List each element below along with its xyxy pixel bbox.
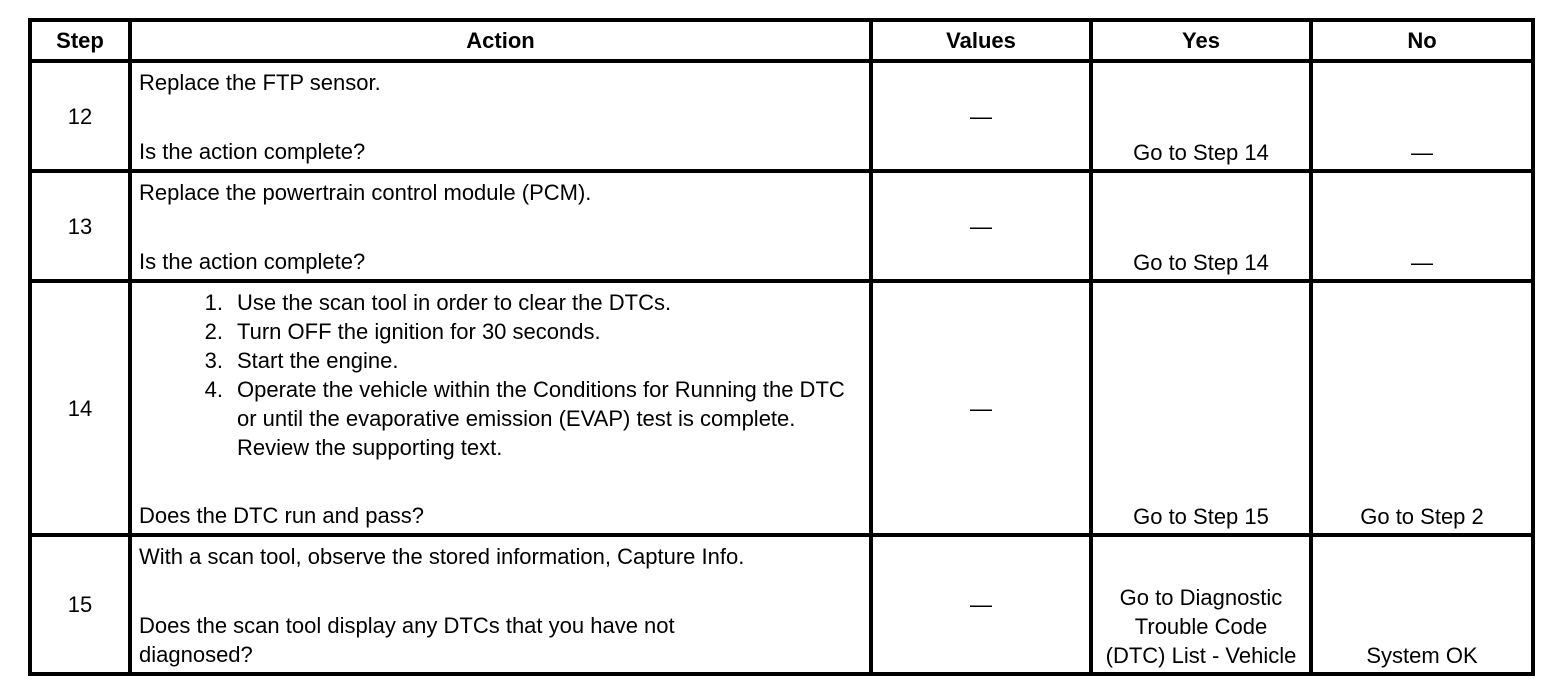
diagnostic-table [28, 18, 1535, 676]
action-question: Is the action complete? [139, 249, 366, 274]
values-cell: — [871, 61, 1091, 171]
header-row [30, 20, 1533, 61]
list-item: 1. Use the scan tool in order to clear the DTCs. [204, 290, 672, 315]
action-question: Does the scan tool display any DTCs that you have not diagnosed? [139, 613, 675, 667]
header-no: No [1311, 20, 1533, 61]
no-cell: — [1311, 61, 1533, 171]
table-row [30, 281, 1533, 535]
list-item: 4. Operate the vehicle within the Conditions for Running the DTC or until the evaporative emission (EVAP) test is complete. Review the supporting text. [204, 377, 845, 460]
list-item: 2. Turn OFF the ignition for 30 seconds. [204, 319, 601, 344]
action-question: Does the DTC run and pass? [139, 503, 424, 528]
action-instruction: Replace the powertrain control module (PCM). [139, 180, 592, 205]
action-question: Is the action complete? [139, 139, 366, 164]
header-step: Step [30, 20, 130, 61]
yes-cell: Go to Step 15 [1091, 281, 1311, 535]
step-number: 15 [30, 535, 130, 674]
action-cell [130, 281, 871, 535]
no-cell: — [1311, 171, 1533, 281]
yes-cell: Go to Diagnostic Trouble Code (DTC) List - Vehicle [1091, 535, 1311, 674]
action-instruction: With a scan tool, observe the stored information, Capture Info. [139, 544, 745, 569]
action-cell [130, 171, 871, 281]
values-cell: — [871, 171, 1091, 281]
list-item: 3. Start the engine. [204, 348, 399, 373]
header-action: Action [130, 20, 871, 61]
no-cell: System OK [1311, 535, 1533, 674]
action-cell [130, 535, 871, 674]
no-cell: Go to Step 2 [1311, 281, 1533, 535]
step-number: 12 [30, 61, 130, 171]
step-number: 13 [30, 171, 130, 281]
yes-cell: Go to Step 14 [1091, 61, 1311, 171]
table-row [30, 535, 1533, 674]
header-yes: Yes [1091, 20, 1311, 61]
action-instruction: Replace the FTP sensor. [139, 70, 381, 95]
values-cell: — [871, 281, 1091, 535]
header-values: Values [871, 20, 1091, 61]
values-cell: — [871, 535, 1091, 674]
table-row [30, 61, 1533, 171]
yes-cell: Go to Step 14 [1091, 171, 1311, 281]
action-cell [130, 61, 871, 171]
step-number: 14 [30, 281, 130, 535]
procedure-list [139, 288, 863, 462]
table-row [30, 171, 1533, 281]
